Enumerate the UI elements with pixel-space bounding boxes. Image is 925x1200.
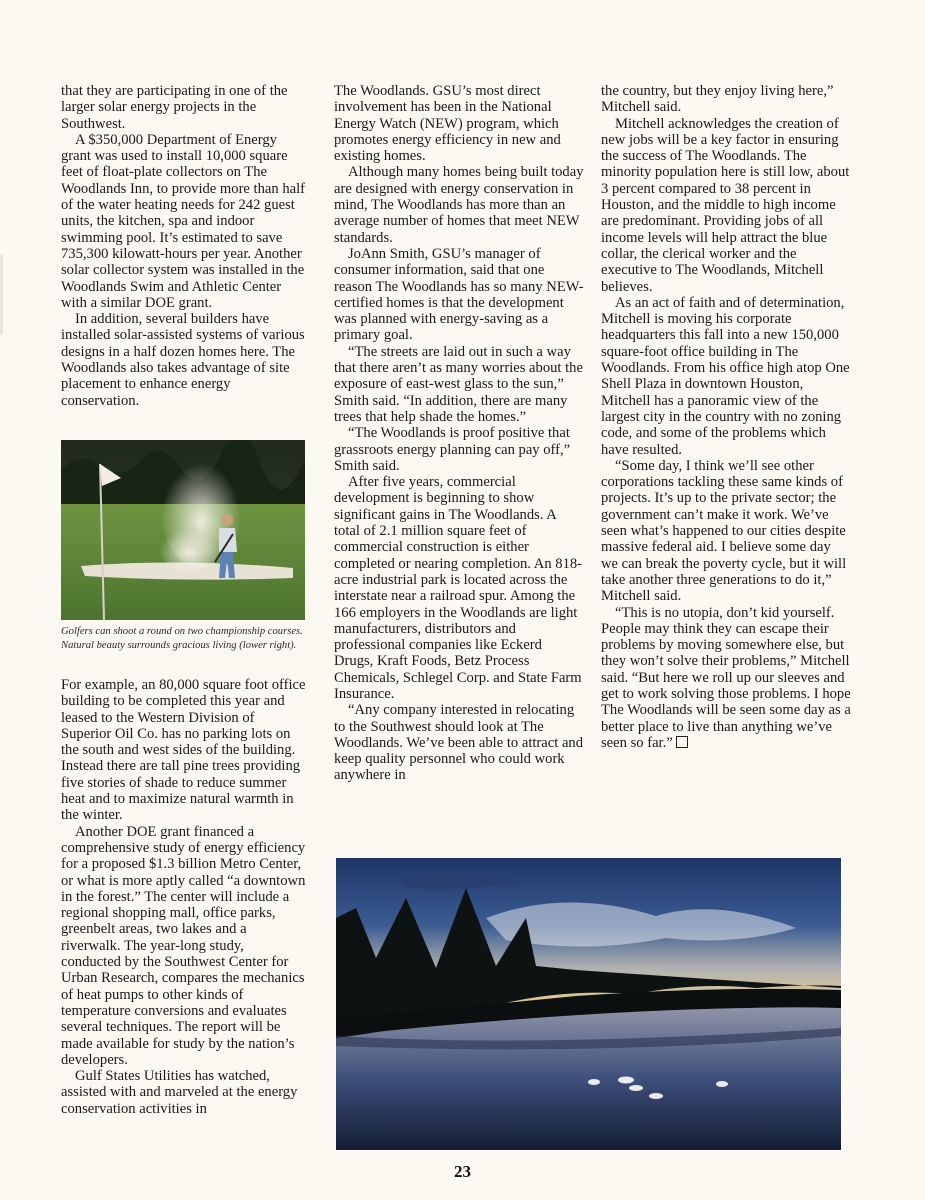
paragraph: “The streets are laid out in such a way that there aren’t as many worries about the exposure of east-west glass to the sun,” Smith said. “In addition, there are many trees that help shade the homes.” — [334, 343, 583, 425]
paragraph: “The Woodlands is proof positive that grassroots energy planning can pay off,” Smith said. — [334, 425, 571, 474]
paragraph: The Woodlands. GSU’s most direct involvement has been in the National Energy Watch (NEW) program, which promotes energy efficiency in new and existing homes. — [334, 83, 561, 165]
column-2 — [334, 83, 584, 784]
paragraph: Although many homes being built today are designed with energy conservation in mind, The Woodlands has more than an average number of homes that meet NEW standards. — [334, 164, 584, 246]
paragraph: “Some day, I think we’ll see other corporations tackling these same kinds of projects. It’s up to the private sector; the government can’t make it work. We’ve seen what’s happened to our cities despite massive federal aid. I believe some day we can break the poverty cycle, but it will take another three generations to do it,” Mitchell said. — [601, 457, 847, 605]
lake-illustration — [336, 858, 841, 1150]
paragraph: that they are participating in one of the larger solar energy projects in the Southwest. — [61, 83, 288, 132]
column-3 — [601, 83, 851, 751]
paragraph: In addition, several builders have installed solar-assisted systems of various designs in a half dozen homes here. The Woodlands also takes advantage of site placement to enhance energy conservation. — [61, 311, 305, 409]
square-end-mark-icon — [676, 736, 688, 748]
page-number: 23 — [454, 1162, 471, 1181]
golf-illustration — [61, 440, 305, 620]
column-1-bottom — [61, 677, 307, 1117]
paragraph: Mitchell acknowledges the creation of new jobs will be a key factor in ensuring the success of The Woodlands. The minority population here is still low, about 3 percent compared to 38 percent in Houston, and the middle to high income are predominant. Providing jobs of all income levels will help attract the blue collar, the clerical worker and the executive to The Woodlands, Mitchell believes. — [601, 115, 850, 295]
paragraph: Another DOE grant financed a comprehensive study of energy efficiency for a proposed $1.3 billion Metro Center, or what is more aptly called “a downtown in the forest.” The center will include a regional shopping mall, office parks, greenbelt areas, two lakes and a riverwalk. The year-long study, conducted by the Southwest Center for Urban Research, compares the mechanics of heat pumps to other kinds of temperature conversions and evaluates several techniques. The report will be made available for study by the nation’s developers. — [61, 823, 306, 1068]
column-1-top — [61, 83, 307, 409]
photo-caption — [61, 625, 307, 653]
scan-edge — [0, 255, 3, 335]
paragraph: A $350,000 Department of Energy grant was used to install 10,000 square feet of float-plate collectors on The Woodlands Inn, to provide more than half of the water heating needs for 242 guest units, the kitchen, spa and indoor swimming pool. It’s estimated to save 735,300 kilowatt-hours per year. Another solar collector system was installed in the Woodlands Swim and Athletic Center with a similar DOE grant. — [61, 131, 306, 311]
paragraph: the country, but they enjoy living here,” Mitchell said. — [601, 83, 834, 116]
paragraph — [601, 605, 851, 752]
paragraph: JoAnn Smith, GSU’s manager of consumer information, said that one reason The Woodlands has so many NEW-certified homes is that the development was planned with energy-saving as a primary goal. — [334, 245, 584, 344]
paragraph: “Any company interested in relocating to the Southwest should look at The Woodlands. We’ve been able to attract and keep quality personnel who could work anywhere in — [334, 702, 584, 784]
paragraph: As an act of faith and of determination, Mitchell is moving his corporate headquarters this fall into a new 150,000 square-foot office building in The Woodlands. From his office high atop One Shell Plaza in downtown Houston, Mitchell has a panoramic view of the largest city in the country with no zoning code, and some of the problems which have resulted. — [601, 294, 850, 458]
lake-sunset-photo — [336, 858, 841, 1150]
caption-text: Golfers can shoot a round on two championship courses. Natural beauty surrounds gracious living (lower right). — [61, 626, 303, 651]
paragraph: For example, an 80,000 square foot office building to be completed this year and leased to the Western Division of Superior Oil Co. has no parking lots on the south and west sides of the building. Instead there are tall pine trees providing five stories of shade to reduce summer heat and to maximize natural warmth in the winter. — [61, 677, 306, 824]
paragraph: After five years, commercial development is beginning to show significant gains in The Woodlands. A total of 2.1 million square feet of commercial construction is either completed or nearing completion. An 818-acre industrial park is located across the interstate near a railroad spur. Among the 166 employers in the Woodlands are light manufacturers, distributors and professional companies like Eckerd Drugs, Kraft Foods, Betz Process Chemicals, Schlegel Corp. and State Farm Insurance. — [334, 474, 583, 702]
golfer-bunker-photo — [61, 440, 305, 620]
paragraph: Gulf States Utilities has watched, assisted with and marveled at the energy conservation activities in — [61, 1068, 298, 1117]
closing-text: “This is no utopia, don’t kid yourself. People may think they can escape their problems by moving somewhere else, but they won’t solve their problems,” Mitchell said. “But here we roll up our sleeves and get to work solving those problems. I hope The Woodlands will be seen some day as a better place to live than anything we’ve seen so far.” — [601, 604, 851, 751]
